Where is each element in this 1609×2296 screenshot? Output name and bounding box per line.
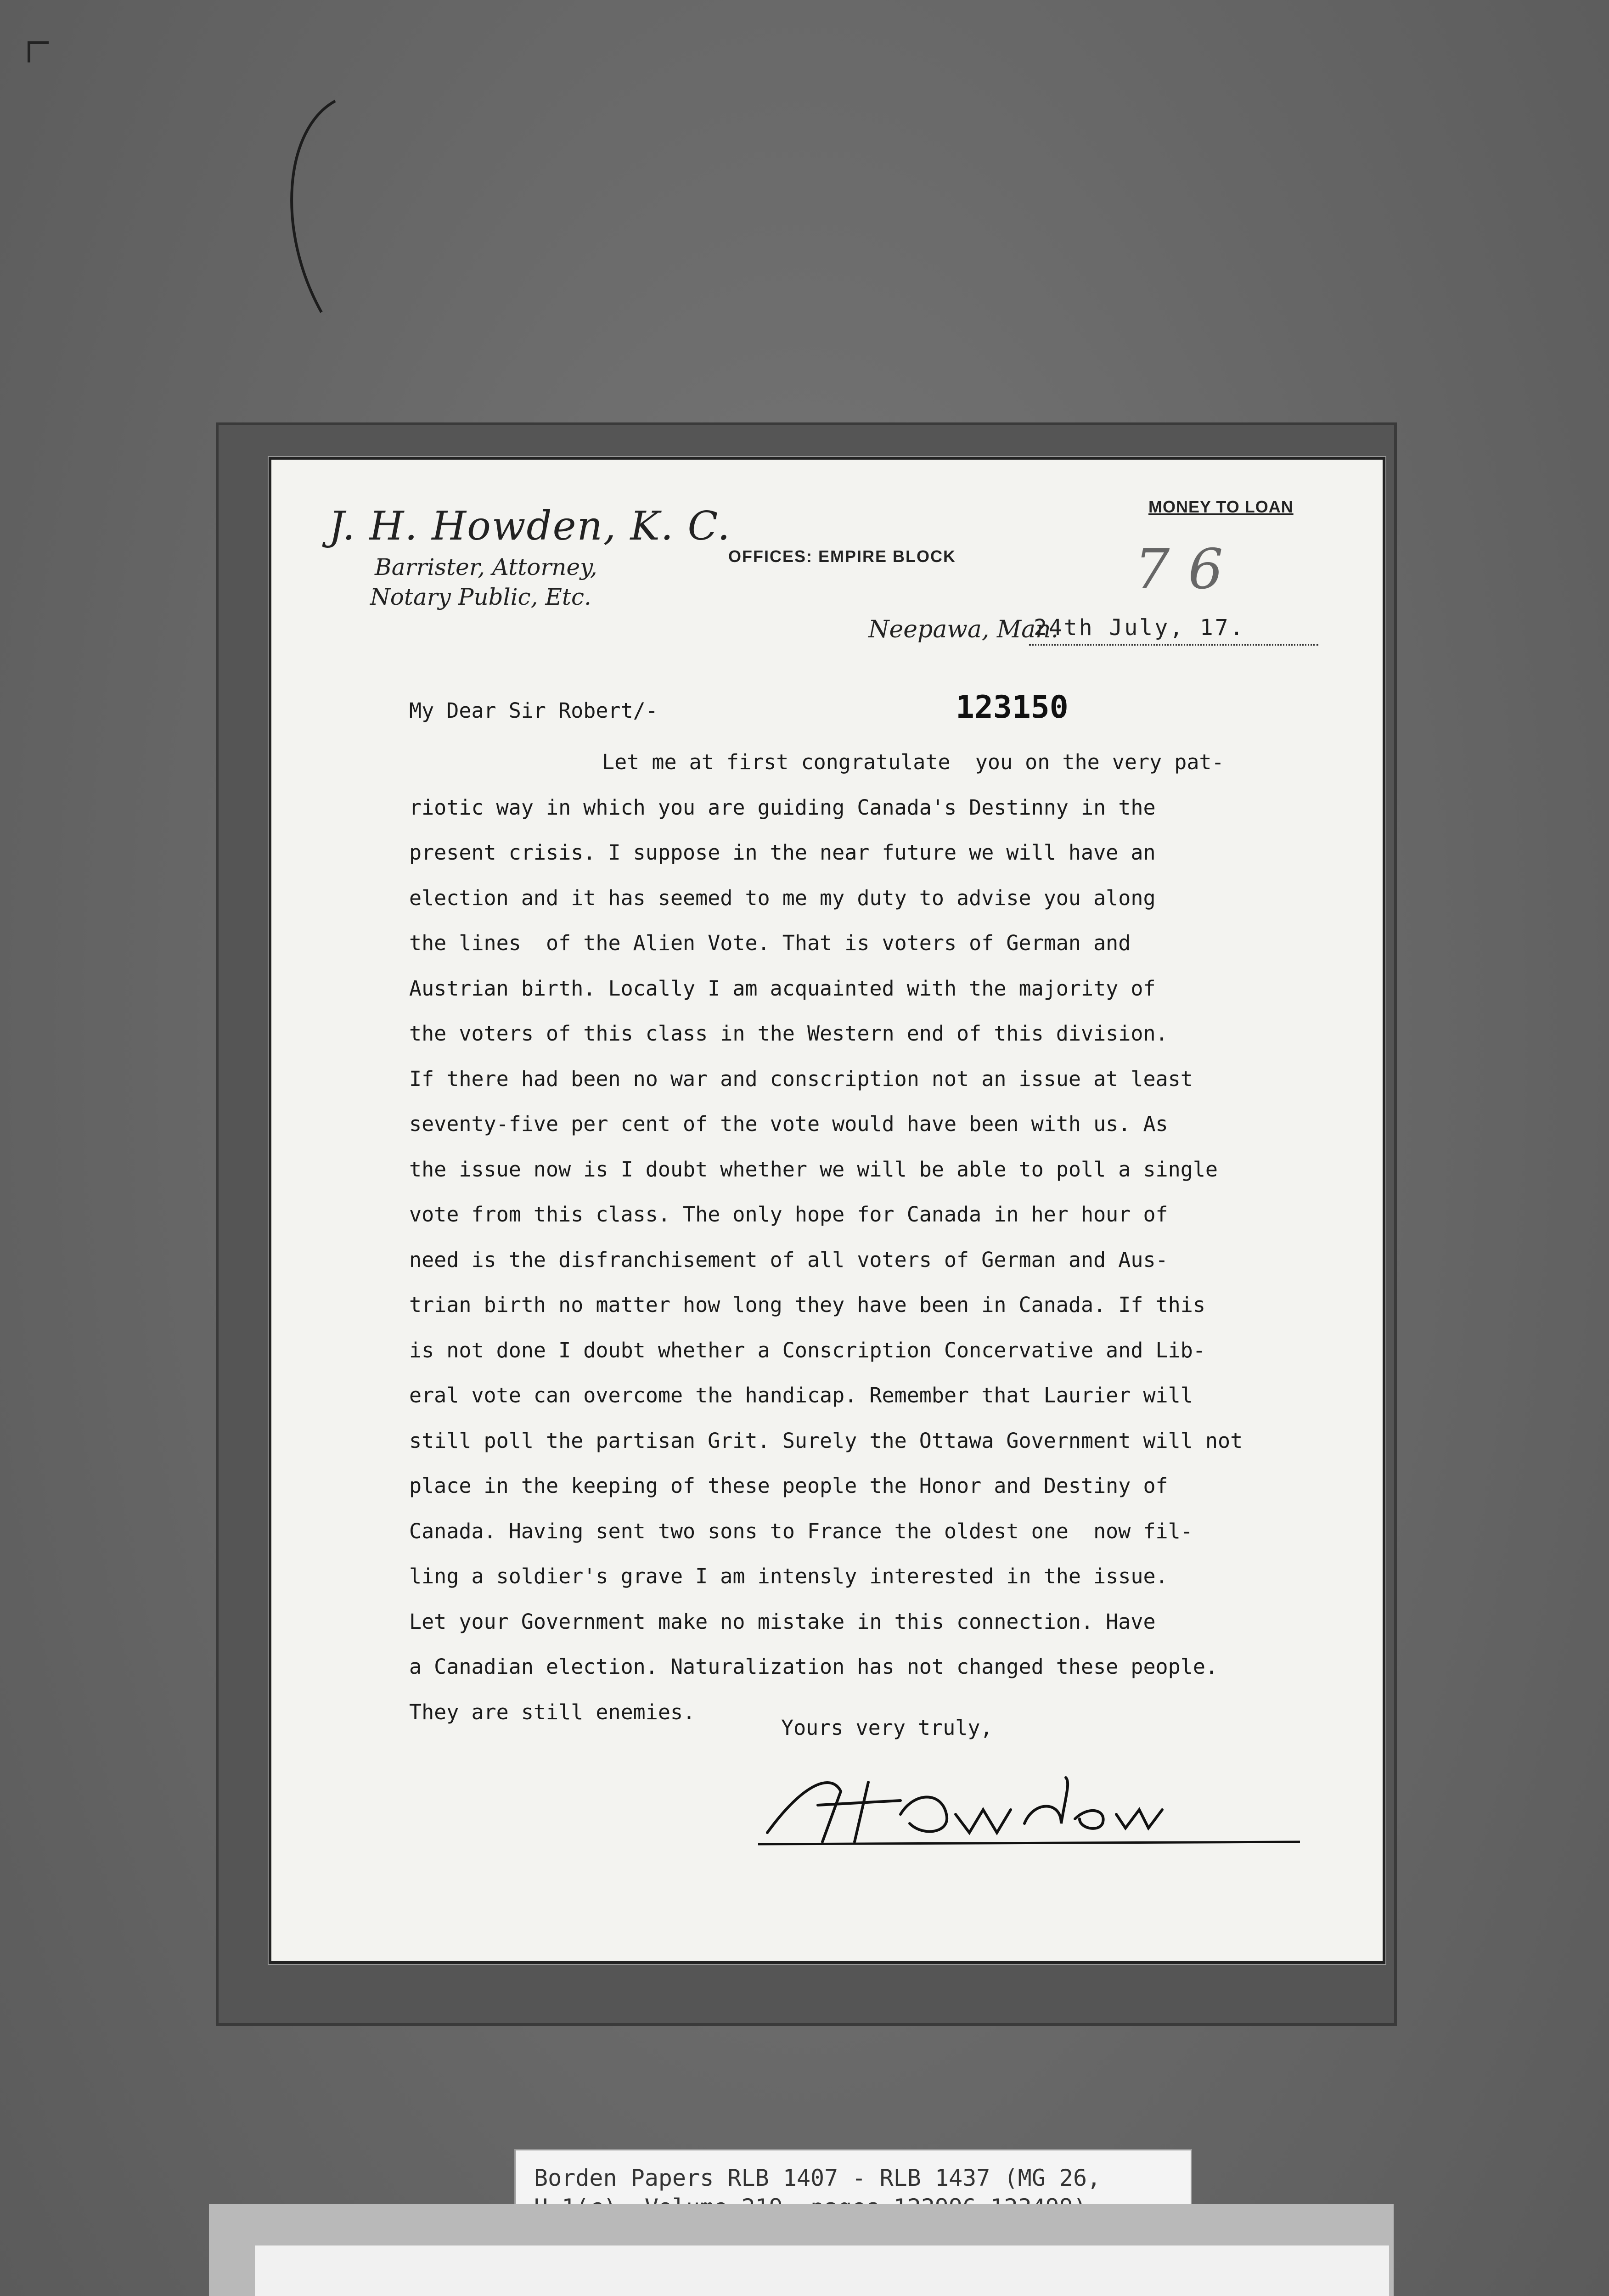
body-line: a Canadian election. Naturalization has not changed these people. bbox=[409, 1654, 1218, 1679]
body-line: Canada. Having sent two sons to France the oldest one now fil- bbox=[409, 1519, 1193, 1543]
body-line: election and it has seemed to me my duty to advise you along bbox=[409, 885, 1156, 910]
letter-place: Neepawa, Man. bbox=[868, 616, 1059, 643]
body-line: If there had been no war and conscription not an issue at least bbox=[409, 1066, 1193, 1091]
body-line: Austrian birth. Locally I am acquainted with the majority of bbox=[409, 976, 1156, 1001]
body-line: trian birth no matter how long they have been in Canada. If this bbox=[409, 1293, 1205, 1317]
letterhead-title-line2: Notary Public, Etc. bbox=[370, 584, 591, 610]
corner-crop-mark bbox=[28, 41, 49, 62]
body-line: still poll the partisan Grit. Surely the Ottawa Government will not bbox=[409, 1428, 1243, 1453]
document-number: 123150 bbox=[956, 689, 1069, 726]
body-line: eral vote can overcome the handicap. Remember that Laurier will bbox=[409, 1383, 1193, 1407]
body-line: present crisis. I suppose in the near future we will have an bbox=[409, 840, 1156, 865]
body-line: the issue now is I doubt whether we will be able to poll a single bbox=[409, 1157, 1218, 1182]
offices-heading: OFFICES: EMPIRE BLOCK bbox=[728, 547, 956, 566]
pencil-annotation: 76 bbox=[1135, 538, 1242, 602]
signature bbox=[749, 1764, 1314, 1856]
salutation: My Dear Sir Robert/- bbox=[409, 698, 658, 723]
body-line: seventy-five per cent of the vote would have been with us. As bbox=[409, 1112, 1168, 1136]
body-line: place in the keeping of these people the Honor and Destiny of bbox=[409, 1474, 1168, 1498]
letterhead-title-line1: Barrister, Attorney, bbox=[375, 554, 597, 580]
body-line: They are still enemies. bbox=[409, 1699, 696, 1724]
body-line: ling a soldier's grave I am intensly interested in the issue. bbox=[409, 1564, 1168, 1588]
date-rule bbox=[1029, 644, 1318, 646]
body-line: Let me at first congratulate you on the very pat- bbox=[602, 750, 1224, 774]
letter-date: 24th July, 17. bbox=[1034, 615, 1245, 641]
body-line: Let your Government make no mistake in this connection. Have bbox=[409, 1609, 1156, 1634]
letter-body bbox=[409, 740, 1346, 1735]
archives-card bbox=[255, 2245, 1389, 2296]
body-line: the lines of the Alien Vote. That is voters of German and bbox=[409, 931, 1131, 955]
archive-label-line1: Borden Papers RLB 1407 - RLB 1437 (MG 26, bbox=[534, 2165, 1101, 2191]
ink-arc-mark bbox=[266, 92, 404, 321]
body-line: the voters of this class in the Western end of this division. bbox=[409, 1021, 1168, 1046]
letter-page bbox=[269, 457, 1385, 1964]
body-line: vote from this class. The only hope for Canada in her hour of bbox=[409, 1202, 1168, 1227]
money-to-loan-heading: MONEY TO LOAN bbox=[1148, 497, 1294, 516]
body-line: is not done I doubt whether a Conscription Concervative and Lib- bbox=[409, 1338, 1205, 1362]
closing: Yours very truly, bbox=[781, 1716, 993, 1740]
body-line: need is the disfranchisement of all voters of German and Aus- bbox=[409, 1247, 1168, 1272]
body-line: riotic way in which you are guiding Canada's Destinny in the bbox=[409, 795, 1156, 820]
letterhead-name: J. H. Howden, K. C. bbox=[329, 503, 731, 549]
